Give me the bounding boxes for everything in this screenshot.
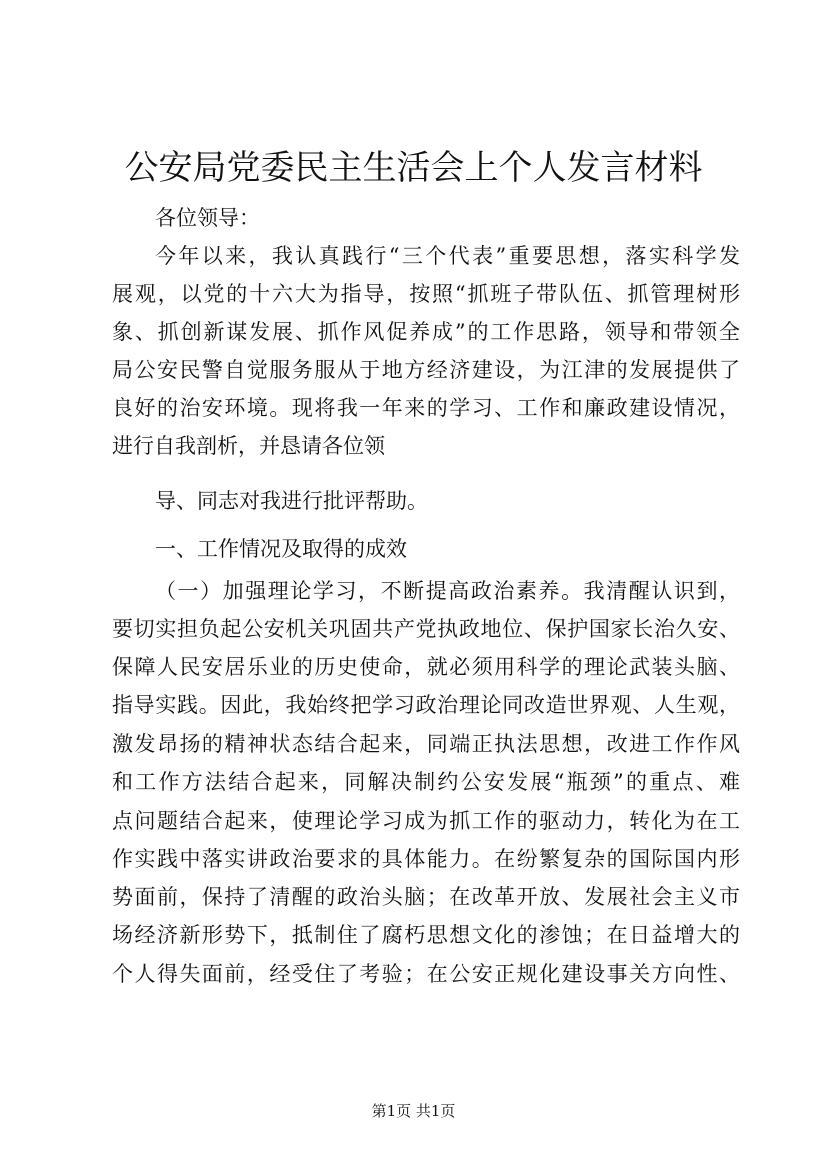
document-title: 公安局党委民主生活会上个人发言材料 (124, 148, 703, 188)
body-line: 指导实践。因此，我始终把学习政治理论同改造世界观、人生观， (112, 693, 740, 717)
body-line: 导、同志对我进行批评帮助。 (155, 489, 428, 513)
body-line: 进行自我剖析，并恳请各位领 (112, 434, 385, 458)
body-line: 展观，以党的十六大为指导，按照“抓班子带队伍、抓管理树形 (112, 282, 740, 306)
body-line: 保障人民安居乐业的历史使命，就必须用科学的理论武装头脑、 (112, 655, 740, 679)
body-line: 今年以来，我认真践行“三个代表”重要思想，落实科学发 (155, 244, 740, 268)
body-line: 势面前，保持了清醒的政治头脑；在改革开放、发展社会主义市 (112, 885, 740, 909)
body-line: 激发昂扬的精神状态结合起来，同端正执法思想，改进工作作风 (112, 732, 740, 756)
body-line: 要切实担负起公安机关巩固共产党执政地位、保护国家长治久安、 (112, 617, 740, 641)
body-line: 个人得失面前，经受住了考验；在公安正规化建设事关方向性、 (112, 962, 740, 986)
body-line: 作实践中落实讲政治要求的具体能力。在纷繁复杂的国际国内形 (112, 847, 740, 871)
salutation-line: 各位领导： (155, 206, 260, 230)
body-line: 和工作方法结合起来，同解决制约公安发展“瓶颈”的重点、难 (112, 770, 740, 794)
section-heading: 一、工作情况及取得的成效 (155, 537, 407, 561)
page-number-footer: 第1页 共1页 (371, 1102, 456, 1120)
body-line: 良好的治安环境。现将我一年来的学习、工作和廉政建设情况， (112, 396, 740, 420)
body-line: 局公安民警自觉服务服从于地方经济建设，为江津的发展提供了 (112, 358, 740, 382)
body-line: 点问题结合起来，使理论学习成为抓工作的驱动力，转化为在工 (112, 809, 740, 833)
body-line: 象、抓创新谋发展、抓作风促养成”的工作思路，领导和带领全 (112, 320, 740, 344)
body-line: 场经济新形势下，抵制住了腐朽思想文化的渗蚀；在日益增大的 (112, 923, 740, 947)
body-line: （一）加强理论学习，不断提高政治素养。我清醒认识到， (155, 579, 740, 603)
